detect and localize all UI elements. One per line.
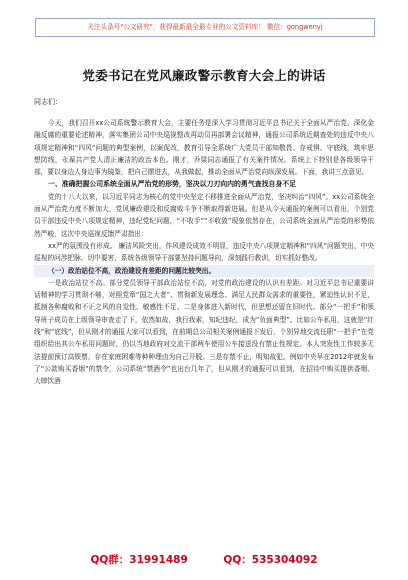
document-title: 党委书记在党风廉政警示教育大会上的讲话 — [82, 68, 326, 83]
qq-number: QQ：535304092 — [223, 554, 318, 566]
subsection-heading — [34, 265, 374, 277]
body-paragraph-continued: xx严的氛围没有形成。 廉洁风险突出，作风建设成效不明显，违反中央八项规定精神和“四风”问题突出，中央巡视的问涉把脉、切中要害，系统各级领导干部要坚持问题导向，深刻践行教训，切实抓好整改。 — [34, 241, 374, 263]
greeting: 同志们： — [34, 98, 62, 106]
subsection-heading-text: （一）政治站位不高，政治建设有差距的问题比较突出。 — [48, 266, 216, 275]
document-body — [34, 62, 374, 388]
qq-group: QQ群：31991489 — [90, 554, 188, 566]
body-paragraph: 党的十八大以来，以习近平同志为核心的党中央坚定不移推进全面从严治党，坚决纠治“四风”。xx公司系统全面从严治党力度不断加大，党风廉政建设和反腐败斗争不断取得新进展。但是从今天通报的案例可以看出，个别党员干部违反中央八项规定精神，违纪党纪问题，“不收手”“不收敛”现象依然存在，公司系统全面从严治党的形势依然严峻，这次中央巡视反馈严肃指出： — [34, 192, 374, 238]
intro-paragraph: 今天，我们召开xx公司系统警示教育大会，主要任务是深入学习贯彻习近平总书记关于全面从严治党、深化金融反腐的重要论述精神，落实集团公司中央巡视整改再动员再部署会议精神，通报公司系统近期查处的违反中央八项规定精神和“四风”问题的典型案例，以案促改，教育引导全系统广大党员干部知敬畏、存戒惧、守底线，筑牢思想防线，永葆共产党人清正廉洁的政治本色。刚才，乔梁同志通报了有关案件情况。系统上下特别是各级领导干部，要以身边人身边事为镜鉴，把自己摆进去，从我做起，推动全面从严治党向纵深发展。下面，我讲三点意见。 — [34, 119, 374, 177]
body-paragraph-last: 一是政治站位不高。部分党员领导干部政治站位不高，对党的政治建设的认识有差距。对习近平总书记重要讲话精神的学习贯彻不够，对照党章“国之大者”、贯彻新发展理念、满足人民群众需求的重要性，紧迫性认识不足，抵制各种腐败和不正之风的自觉性、敏感性不足。二是身体进入新时代，但思想还留在旧时代。部分“一把手”和领导班子成员在上级领导审查走了下，依然如故，我行我素，知纪违纪，成为“负面典型”。比如公车私用，这就是“红线”和“底线”，但从刚才的通报大家可以看到，在前期总公司相关案例通报下发后，个别异地交流任职“一把手”在党组织给出其公车私用问题时，仍以当地政府对交流干部两车使用公车接送没有禁止性规定、本人突发性工作较多无法提前预订高铁票，存在家庭困难等种种理由为自己开脱。三是存禁不止，明知故犯。例如中央早在2012年就发布了“公款购买香烟”的禁令，公司系统“禁酒令”也出台几年了，但从刚才的通报可以看到，在招待中购买提供香烟、大肆饮酒 — [34, 278, 374, 386]
footer-contact — [0, 552, 408, 567]
section-heading-1: 一、准确把握公司系统全面从严治党的形势，坚决以刀刃向内的勇气查找自身不足 — [48, 180, 297, 189]
header-banner: 关注头条号"公文研究"，获得最新最全最专业的公文资料库！ 微信：gongwenyj — [35, 18, 375, 37]
